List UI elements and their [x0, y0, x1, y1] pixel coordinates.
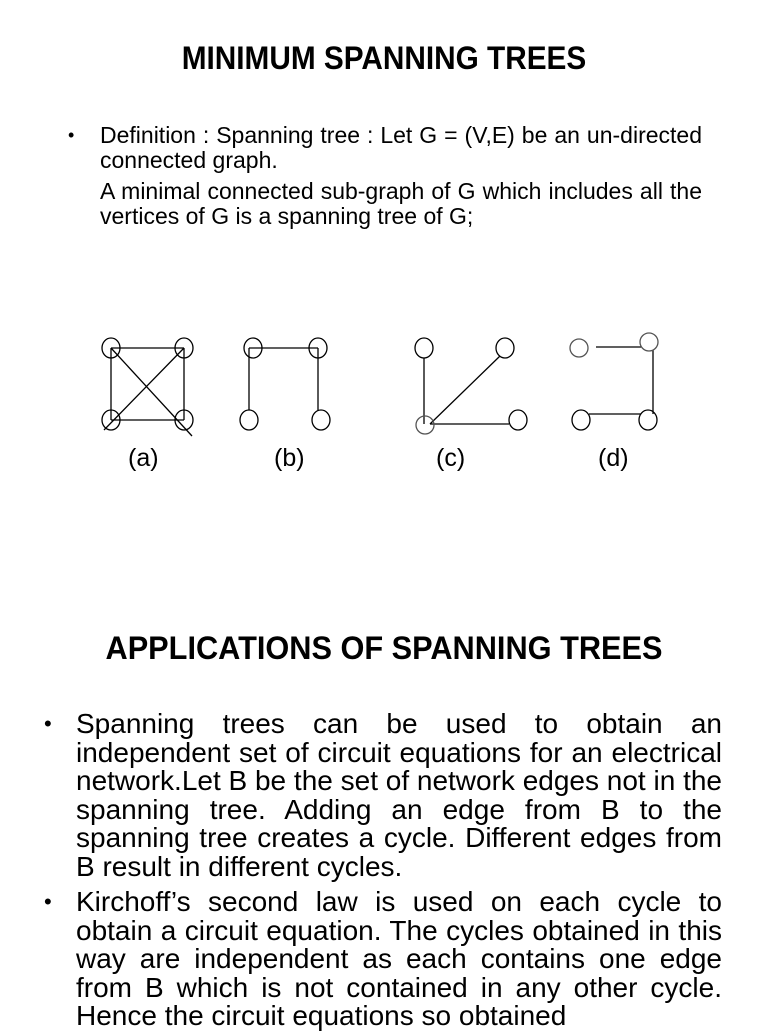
vertex [416, 416, 434, 434]
definition-line-1: Definition : Spanning tree : Let G = (V,E) be an un-directed connected graph. [100, 122, 702, 173]
bullet-text: Kirchoff’s second law is used on each cycle to obtain a circuit equation. The cycles obtained in this way are independent as each contains one edge from B which is not contained in any other cycle. Hence the circuit equations so obtained [76, 886, 722, 1031]
bullet-list [44, 710, 722, 1031]
list-item [44, 710, 722, 881]
graph-d [570, 333, 658, 430]
vertex [640, 333, 658, 351]
vertex [240, 410, 258, 430]
definition-line-2: A minimal connected sub-graph of G which includes all the vertices of G is a spanning tree of G; [100, 178, 702, 229]
edge [430, 356, 500, 424]
bullet-text: Spanning trees can be used to obtain an independent set of circuit equations for an electrical network.Let B be the set of network edges not in the spanning tree. Adding an edge from B to the spanning tree creates a cycle. Different edges from B result in different cycles. [76, 708, 722, 882]
slide-title: MINIMUM SPANNING TREES [181, 40, 587, 76]
bullet-dot: • [44, 889, 52, 914]
spanning-tree-diagrams [0, 320, 768, 450]
vertex [509, 410, 527, 430]
caption-d: (d) [598, 444, 629, 472]
edge [104, 348, 184, 430]
slide-title: APPLICATIONS OF SPANNING TREES [105, 630, 663, 666]
caption-c: (c) [436, 444, 466, 472]
caption-a: (a) [128, 444, 159, 472]
graph-c [415, 338, 527, 434]
vertex [415, 338, 433, 358]
edge [111, 348, 192, 436]
graph-a [102, 338, 193, 436]
graph-b [240, 338, 330, 430]
vertex [572, 410, 590, 430]
vertex [639, 410, 657, 430]
list-item [44, 888, 722, 1031]
bullet-dot: • [44, 711, 52, 736]
vertex [312, 410, 330, 430]
definition-text [100, 123, 702, 229]
vertex [570, 339, 588, 357]
caption-b: (b) [274, 444, 305, 472]
vertex [496, 338, 514, 358]
bullet-dot: • [68, 125, 75, 145]
